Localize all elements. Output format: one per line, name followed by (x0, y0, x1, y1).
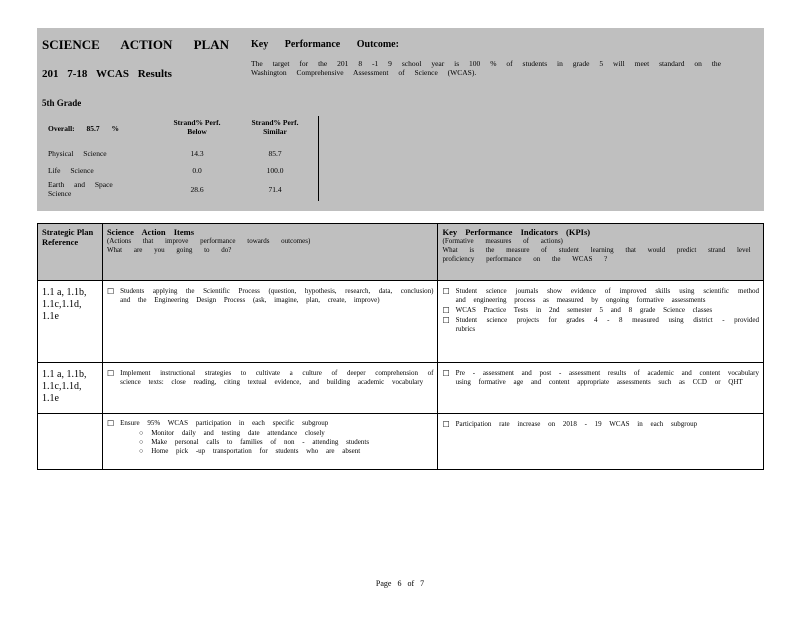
stats-header-similar: Strand% Perf. Similar (251, 118, 299, 136)
kpi-item: WCAS Practice Tests in 2nd semester 5 and 8 grade Science classes (455, 306, 713, 314)
checkbox-icon: ☐ (442, 316, 450, 325)
strand-similar: 100.0 (266, 166, 284, 175)
action-subitem: Make personal calls to families of non - attending students (151, 438, 370, 446)
header-action-items: Science Action Items (Actions that improve performance towards outcomes) What are you going to do? (102, 224, 438, 281)
results-subtitle: 201 7-18 WCAS Results (42, 68, 172, 80)
kpo-text: The target for the 201 8 -1 9 school year is 100 % of students in grade 5 will meet standard on the Washington Comprehensive Assessment of Science (WCAS). (251, 59, 721, 77)
strand-below: 0.0 (192, 166, 202, 175)
checkbox-icon: ☐ (106, 287, 115, 296)
action-cell (102, 414, 438, 470)
table-row (38, 281, 764, 363)
kpi-item: Participation rate increase on 2018 - 19 WCAS in each subgroup (455, 420, 698, 428)
overall-score: Overall: 85.7 % (48, 124, 120, 133)
checkbox-icon: ☐ (442, 420, 450, 429)
action-item: Students applying the Scientific Process (question, hypothesis, research, data, conclusion) and the Engineering Design Process (ask, imagine, plan, create, improve) (120, 287, 434, 304)
action-subitem: Home pick -up transportation for students who are absent (151, 447, 361, 455)
kpi-item: Pre - assessment and post - assessment results of academic and content vocabulary using formative age and content appropriate assessments such as CCD or QHT (455, 369, 759, 386)
page-title: SCIENCE ACTION PLAN (42, 37, 229, 52)
grade-label: 5th Grade (42, 98, 82, 108)
strand-stats (42, 116, 319, 201)
action-plan-table (37, 223, 764, 470)
kpi-cell (438, 363, 764, 414)
checkbox-icon: ☐ (442, 287, 450, 296)
plan-reference: 1.1 a, 1.1b, 1.1c,1.1d, 1.1e (38, 281, 103, 363)
strand-below: 14.3 (190, 149, 204, 158)
table-row (38, 414, 764, 470)
strand-below: 28.6 (190, 185, 204, 194)
checkbox-icon: ☐ (106, 369, 115, 378)
action-item: Ensure 95% WCAS participation in each specific subgroup (120, 419, 329, 427)
stats-header-below: Strand% Perf. Below (173, 118, 221, 136)
kpo-title: Key Performance Outcome: (251, 39, 399, 50)
strand-similar: 85.7 (268, 149, 282, 158)
header-strategic-ref: Strategic Plan Reference (38, 224, 103, 281)
checkbox-icon: ☐ (106, 419, 115, 428)
strand-name: Earth and Space Science (48, 180, 113, 198)
action-item: Implement instructional strategies to cultivate a culture of deeper comprehension of science texts: close reading, citing textual evidence, and building academic vocabulary (120, 369, 434, 386)
strand-similar: 71.4 (268, 185, 282, 194)
header-kpis: Key Performance Indicators (KPIs) (Formative measures of actions) What is the measure of student learning that would predict strand level proficiency performance on the WCAS ? (438, 224, 764, 281)
action-subitem: Monitor daily and testing date attendance closely (151, 429, 325, 437)
strand-name: Physical Science (48, 149, 107, 158)
kpi-item: Student science projects for grades 4 - 8 measured using district - provided rubrics (455, 316, 759, 333)
checkbox-icon: ☐ (442, 369, 450, 378)
plan-reference: 1.1 a, 1.1b, 1.1c,1.1d, 1.1e (38, 363, 103, 414)
action-cell (102, 281, 438, 363)
kpi-item: Student science journals show evidence of improved skills using scientific method and engineering process as measured by ongoing formative assessments (455, 287, 759, 304)
kpi-cell (438, 414, 764, 470)
checkbox-icon: ☐ (442, 306, 450, 315)
header-band (37, 28, 764, 211)
table-header-row (38, 224, 764, 281)
circle-bullet-icon: ○ (138, 429, 144, 437)
action-cell (102, 363, 438, 414)
kpi-cell (438, 281, 764, 363)
table-row (38, 363, 764, 414)
circle-bullet-icon: ○ (138, 438, 144, 446)
strand-name: Life Science (48, 166, 94, 175)
circle-bullet-icon: ○ (138, 447, 144, 455)
plan-reference (38, 414, 103, 470)
page-number: Page 6 of 7 (375, 579, 425, 588)
